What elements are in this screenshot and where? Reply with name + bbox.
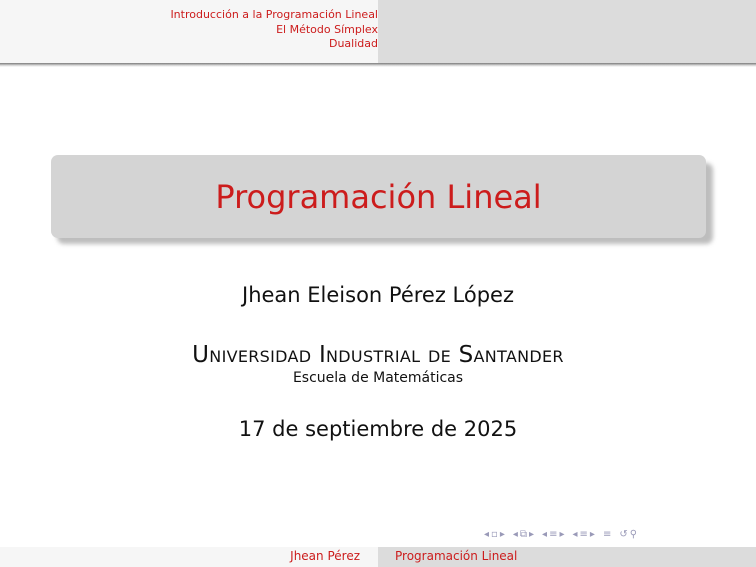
appendix-next-icon[interactable]: ▸ (589, 529, 595, 540)
frame-icon[interactable]: ▫ (491, 529, 498, 540)
institute-name: Universidad Industrial de Santander (192, 342, 564, 368)
section-link-introduccion[interactable]: Introducción a la Programación Lineal (170, 8, 378, 21)
presentation-title: Programación Lineal (215, 177, 542, 216)
section-link-dualidad[interactable]: Dualidad (328, 37, 378, 50)
header-right-panel (378, 0, 756, 63)
frame-prev-icon[interactable]: ◂ (484, 529, 490, 540)
department-name: Escuela de Matemáticas (292, 370, 464, 386)
subsection-prev-icon[interactable]: ◂ (512, 529, 518, 540)
author-name: Jhean Eleison Pérez López (242, 283, 514, 307)
section-link-metodo-simplex[interactable]: El Método Símplex (276, 22, 378, 36)
search-back-icon[interactable]: ↺ (619, 529, 628, 540)
appendix-icon[interactable]: ≡ (579, 529, 588, 540)
document-icon[interactable]: ≡ (602, 529, 612, 540)
footer-left-panel (0, 547, 378, 567)
frame-next-icon[interactable]: ▸ (499, 529, 505, 540)
appendix-prev-icon[interactable]: ◂ (572, 529, 578, 540)
search-icon[interactable]: ⚲ (629, 529, 638, 540)
title-box (51, 155, 706, 238)
header-left-panel (0, 0, 378, 63)
slide-footer (0, 547, 756, 567)
section-icon[interactable]: ≡ (549, 529, 558, 540)
footer-title: Programación Lineal (395, 549, 518, 563)
footer-author: Jhean Pérez (290, 549, 360, 563)
header-shadow (0, 63, 756, 67)
section-next-icon[interactable]: ▸ (559, 529, 565, 540)
navigation-symbols (483, 528, 638, 542)
footer-right-panel (378, 547, 756, 567)
subsection-next-icon[interactable]: ▸ (529, 529, 535, 540)
subsection-icon[interactable]: ⧉ (519, 529, 528, 540)
section-prev-icon[interactable]: ◂ (542, 529, 548, 540)
section-navigation (18, 8, 378, 52)
presentation-date: 17 de septiembre de 2025 (238, 417, 518, 441)
slide-header (0, 0, 756, 66)
